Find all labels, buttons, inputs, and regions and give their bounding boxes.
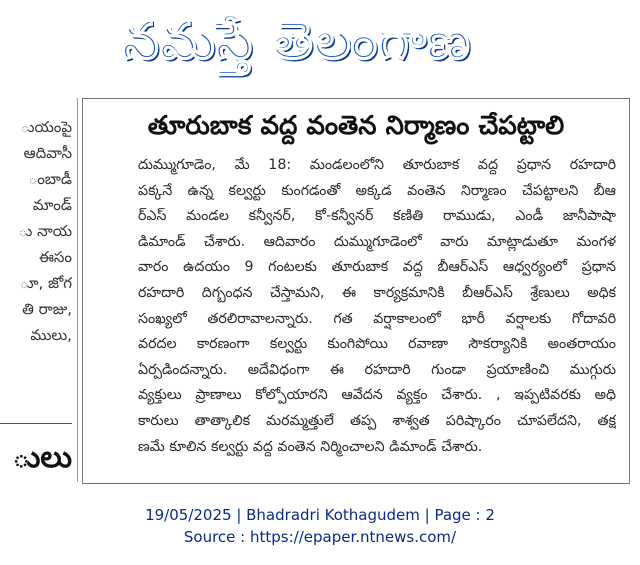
column-divider (77, 98, 78, 482)
left-column-fragment (0, 100, 72, 480)
body-line: దుమ్ముగూడెం, మే 18: మండలంలోని తూరుబాక వద్ద ప్రధాన రహదారి (138, 157, 616, 173)
body-line: పక్కనే ఉన్న కల్వర్టు కుంగడంతో అక్కడ వంతెన నిర్మాణం చేపట్టాలని బీఆ (138, 182, 616, 199)
footer-source: Source : https://epaper.ntnews.com/ (183, 528, 457, 546)
left-divider (0, 423, 72, 424)
left-line: ు నాయ (18, 222, 72, 240)
body-line: వరదల కారణంగా కల్వర్టు కుంగిపోయి రవాణా సౌకర్యానికి అంతరాయం (138, 336, 616, 353)
left-headline-fragment: ులు (12, 440, 72, 475)
body-line: వారం ఉదయం 9 గంటలకు తూరుబాక వద్ద బీఆర్ఎస్ ఆధ్వర్యంలో ప్రధాన (138, 259, 616, 276)
footer-date-edition: 19/05/2025 | Bhadradri Kothagudem | Page : 2 (145, 506, 495, 524)
body-line: డిమాండ్ చేశారు. ఆదివారం దుమ్ముగూడెంలో వారు మాట్లాడుతూ మంగళ (138, 233, 616, 250)
left-line: ఈసం (38, 248, 72, 266)
left-line: మాండ్ (32, 196, 72, 214)
left-line: ములు, (30, 326, 72, 344)
body-line: రహదారి దిగ్బంధన చేస్తామని, ఈ కార్యక్రమానికి బీఆర్ఎస్ శ్రేణులు అధిక (138, 284, 616, 301)
body-line: సంఖ్యలో తరలిరావాలన్నారు. గత వర్షాకాలంలో భారీ వర్షాలకు గోదావరి (138, 310, 616, 327)
body-line: వ్యక్తులు ప్రాణాలు కోల్పోయారని ఆవేదన వ్యక్తం చేశారు. , ఇప్పటివరకు అధి (138, 387, 616, 404)
left-line: ుయంపై (20, 118, 72, 136)
article-headline: తూరుబాక వద్ద వంతెన నిర్మాణం చేపట్టాలి (147, 111, 565, 141)
body-line: ణమే కూలిన కల్వర్టు వద్ద వంతెన నిర్మించాలని డిమాండ్ చేశారు. (138, 438, 483, 455)
body-line: కారులు తాత్కాలిక మరమ్మత్తులే తప్ప శాశ్వత పరిష్కారం చూపలేదని, తక్ష (138, 412, 616, 429)
article-body (138, 153, 616, 460)
left-line: ఆదివాసీ (23, 144, 72, 162)
left-line: ూ, జోగ (19, 274, 72, 292)
left-line: ంబాడీ (28, 170, 72, 188)
news-article (82, 98, 630, 484)
newspaper-logo: నమస్తే తెలంగాణ (122, 11, 471, 71)
masthead (0, 0, 640, 82)
body-line: ర్ఎస్ మండల కన్వీనర్, కో-కన్వీనర్ కణితి రాముడు, ఎండీ జానీపాషా (138, 208, 616, 225)
left-line: తి రాజు, (22, 300, 72, 318)
body-line: ఏర్పడిందన్నారు. అదేవిధంగా ఈ రహదారి గుండా ప్రయాణించి ముగ్గురు (138, 361, 616, 378)
